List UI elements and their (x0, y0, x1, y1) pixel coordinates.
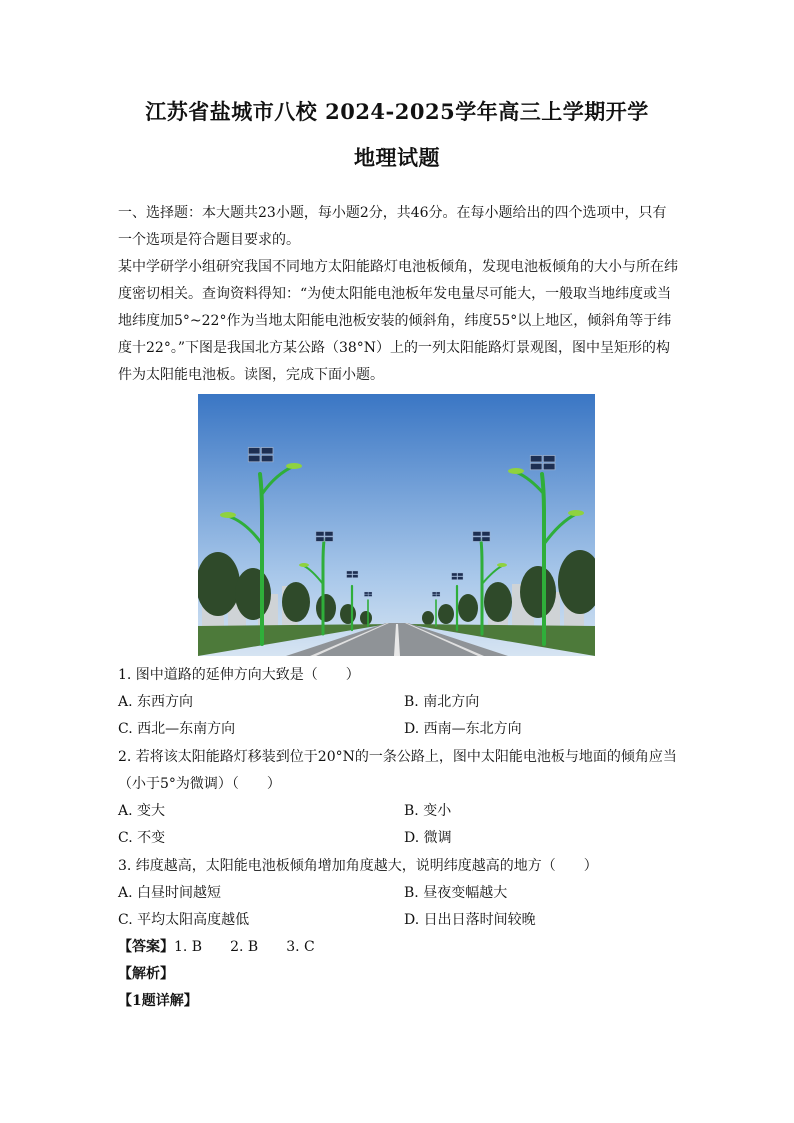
doc-title-line2: 地理试题 (354, 145, 440, 170)
q3-option-b[interactable]: B. 昼夜变幅越大 (404, 885, 508, 901)
q3-option-a[interactable]: A. 白昼时间越短 (118, 885, 222, 901)
q3-option-c[interactable]: C. 平均太阳高度越低 (118, 912, 250, 928)
answer-line (118, 936, 315, 956)
solar-streetlight-photo (198, 394, 595, 656)
q1-stem: 1. 图中道路的延伸方向大致是（ ） (118, 667, 360, 683)
detail-heading-q1: 【1题详解】 (118, 993, 198, 1009)
solar-streetlight-illustration (198, 394, 595, 656)
answer-label: 【答案】 (118, 939, 174, 955)
doc-title-line1: 江苏省盐城市八校 2024-2025学年高三上学期开学 (145, 99, 649, 124)
q1-option-d[interactable]: D. 西南—东北方向 (404, 721, 522, 737)
q2-stem-line2: （小于5°为微调）（ ） (118, 776, 281, 792)
answer-values: 1. B 2. B 3. C (174, 939, 315, 955)
q2-option-c[interactable]: C. 不变 (118, 830, 166, 846)
q3-stem: 3. 纬度越高，太阳能电池板倾角增加角度越大，说明纬度越高的地方（ ） (118, 858, 598, 874)
q1-option-b[interactable]: B. 南北方向 (404, 694, 480, 710)
analysis-heading: 【解析】 (118, 966, 174, 982)
q2-option-d[interactable]: D. 微调 (404, 830, 452, 846)
q2-option-b[interactable]: B. 变小 (404, 803, 452, 819)
passage-text: 某中学研学小组研究我国不同地方太阳能路灯电池板倾角，发现电池板倾角的大小与所在纬度密切相关。查询资料得知：“为使太阳能电池板年发电量尽可能大，一般取当地纬度或当地纬度加5°~22°作为当地太阳能电池板安装的倾斜角，纬度55°以上地区，倾斜角等于纬度十22°。”下图是我国北方某公路（38°N）上的一列太阳能路灯景观图，图中呈矩形的构件为太阳能电池板。读图，完成下面小题。 (118, 259, 678, 383)
q2-stem-line1: 2. 若将该太阳能路灯移装到位于20°N的一条公路上，图中太阳能电池板与地面的倾角应当 (118, 749, 677, 765)
instructions-text: 一、选择题：本大题共23小题，每小题2分，共46分。在每小题给出的四个选项中，只有一个选项是符合题目要求的。 (118, 205, 667, 248)
q1-option-a[interactable]: A. 东西方向 (118, 694, 194, 710)
q1-option-c[interactable]: C. 西北—东南方向 (118, 721, 236, 737)
q2-option-a[interactable]: A. 变大 (118, 803, 166, 819)
q3-option-d[interactable]: D. 日出日落时间较晚 (404, 912, 536, 928)
